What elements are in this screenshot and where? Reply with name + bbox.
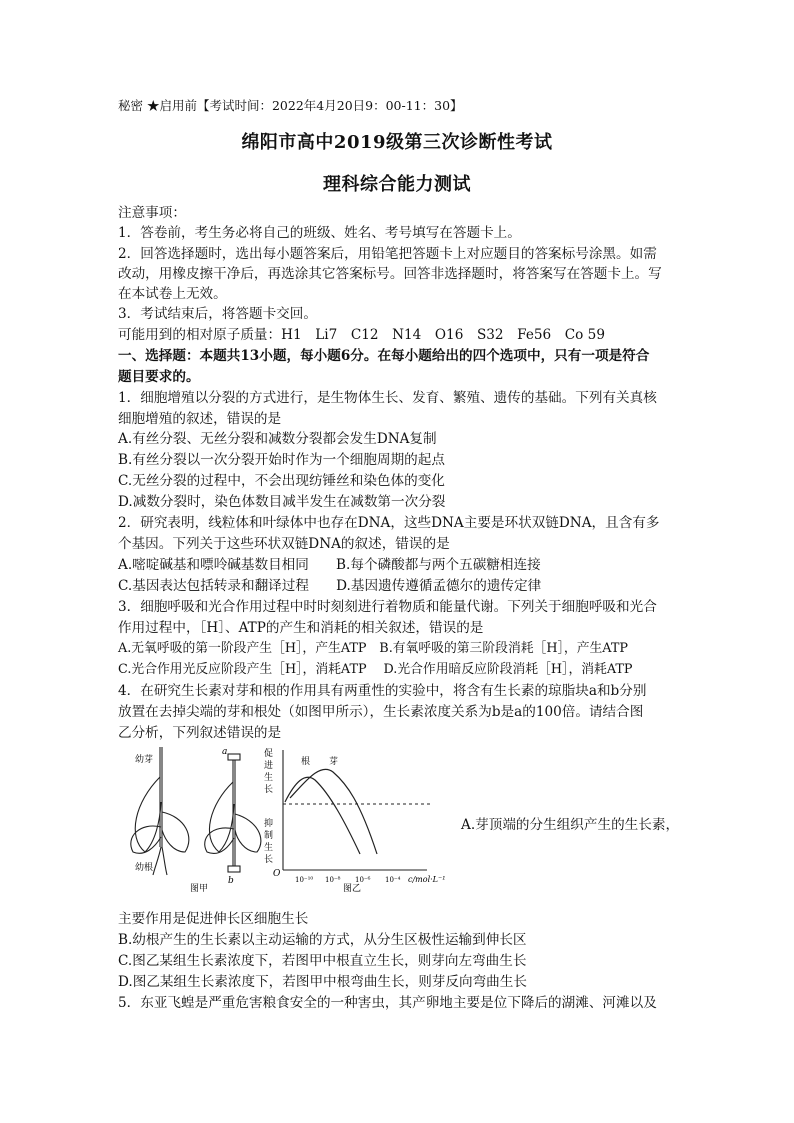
jia-root-label: 幼根: [135, 863, 154, 873]
q1-stem-line-2: 细胞增殖的叙述，错误的是: [118, 411, 282, 427]
figure-yi-axes: [283, 750, 430, 870]
jia-caption: 图甲: [190, 884, 209, 892]
q3-stem-line-1: 3．细胞呼吸和光合作用过程中时时刻刻进行着物质和能量代谢。下列关于细胞呼吸和光合: [118, 599, 657, 615]
svg-text:长: 长: [264, 855, 274, 865]
figure-yi-ylabel-bottom: [264, 817, 273, 865]
q1-option-d: D.减数分裂时，染色体数目减半发生在减数第一次分裂: [118, 494, 446, 510]
q1-stem-line-1: 1．细胞增殖以分裂的方式进行，是生物体生长、发育、繁殖、遗传的基础。下列有关真核: [118, 390, 657, 406]
q4-stem-line-2: 放置在去掉尖端的芽和根处（如图甲所示），生长素浓度关系为b是a的100倍。请结合图: [118, 704, 644, 720]
svg-text:进: 进: [264, 761, 274, 771]
atomic-masses: 可能用到的相对原子质量：H1 Li7 C12 N14 O16 S32 Fe56 Co 59: [118, 327, 605, 343]
note-item-2-line-3: 在本试卷上无效。: [118, 286, 227, 302]
xtick-2: 10⁻⁸: [325, 876, 341, 884]
q4-option-a-line-1: A.芽顶端的分生组织产生的生长素，: [461, 817, 680, 833]
q4-figure: [115, 742, 455, 892]
svg-text:长: 长: [264, 785, 274, 795]
note-item-3: 3．考试结束后，将答题卡交回。: [118, 306, 317, 322]
xtick-1: 10⁻¹⁰: [295, 876, 314, 884]
figure-jia-plant-left: [131, 747, 189, 875]
q4-option-a-line-2: 主要作用是促进伸长区细胞生长: [118, 911, 309, 927]
q1-option-c: C.无丝分裂的过程中，不会出现纺锤丝和染色体的变化: [118, 473, 445, 489]
xtick-4: 10⁻⁴: [385, 876, 401, 884]
q4-figure-svg: [115, 742, 455, 892]
jia-a-label: a: [222, 747, 228, 757]
q4-option-d: D.图乙某组生长素浓度下，若图甲中根弯曲生长，则芽反向弯曲生长: [118, 974, 527, 990]
curve-bud-label: 芽: [329, 757, 339, 767]
yi-caption: 图乙: [343, 884, 362, 892]
svg-text:促: 促: [264, 749, 274, 759]
svg-text:抑: 抑: [264, 819, 274, 829]
note-item-2-line-1: 2．回答选择题时，选出每小题答案后，用铅笔把答题卡上对应题目的答案标号涂黑。如需: [118, 246, 657, 262]
note-item-1: 1．答卷前，考生务必将自己的班级、姓名、考号填写在答题卡上。: [118, 225, 521, 241]
note-item-2-line-2: 改动，用橡皮擦干净后，再选涂其它答案标号。回答非选择题时，将答案写在答题卡上。写: [118, 266, 662, 282]
q3-options-cd: C.光合作用光反应阶段产生［H］，消耗ATP D.光合作用暗反应阶段消耗［H］，消耗ATP: [118, 662, 633, 677]
q4-stem-line-3: 乙分析，下列叙述错误的是: [118, 725, 282, 741]
curve-bud: [290, 769, 377, 854]
q2-options-cd: C.基因表达包括转录和翻译过程 D.基因遗传遵循孟德尔的遗传定律: [118, 578, 542, 594]
x-unit: c/mol·L⁻¹: [408, 875, 446, 884]
curve-root-label: 根: [301, 757, 311, 767]
svg-text:生: 生: [264, 843, 274, 853]
q1-option-b: B.有丝分裂以一次分裂开始时作为一个细胞周期的起点: [118, 452, 445, 468]
q3-options-ab: A.无氧呼吸的第一阶段产生［H］，产生ATP B.有氧呼吸的第三阶段消耗［H］，产生ATP: [118, 641, 628, 656]
xtick-3: 10⁻⁶: [355, 876, 371, 884]
figure-yi-ylabel-top: [264, 748, 273, 795]
svg-text:生: 生: [264, 773, 274, 783]
q5-stem-line-1: 5．东亚飞蝗是严重危害粮食安全的一种害虫，其产卵地主要是位下降后的湖滩、河滩以及: [118, 995, 657, 1011]
notes-heading: 注意事项：: [118, 205, 186, 221]
q3-stem-line-2: 作用过程中，［H］、ATP的产生和消耗的相关叙述，错误的是: [118, 620, 484, 636]
figure-jia-plant-right: [205, 754, 261, 872]
yi-origin: O: [273, 869, 281, 879]
svg-text:制: 制: [264, 831, 274, 841]
q4-option-c: C.图乙某组生长素浓度下，若图甲中根直立生长，则芽向左弯曲生长: [118, 953, 527, 969]
q4-option-b: B.幼根产生的生长素以主动运输的方式，从分生区极性运输到伸长区: [118, 932, 527, 948]
q2-stem-line-2: 个基因。下列关于这些环状双链DNA的叙述，错误的是: [118, 536, 450, 552]
section-heading-line-1: 一、选择题：本题共13小题，每小题6分。在每小题给出的四个选项中，只有一项是符合: [118, 348, 650, 364]
jia-bud-label: 幼芽: [135, 755, 154, 765]
exam-subtitle: 理科综合能力测试: [323, 174, 471, 195]
q1-option-a: A.有丝分裂、无丝分裂和减数分裂都会发生DNA复制: [118, 431, 437, 447]
section-heading-line-2: 题目要求的。: [118, 369, 200, 385]
q4-stem-line-1: 4．在研究生长素对芽和根的作用具有两重性的实验中，将含有生长素的琼脂块a和b分别: [118, 683, 647, 699]
q2-options-ab: A.嘧啶碱基和嘌呤碱基数目相同 B.每个磷酸都与两个五碳糖相连接: [118, 557, 541, 573]
secret-line: 秘密 ★启用前【考试时间：2022年4月20日9：00-11：30】: [118, 98, 463, 113]
q2-stem-line-1: 2．研究表明，线粒体和叶绿体中也存在DNA，这些DNA主要是环状双链DNA，且含有多: [118, 515, 660, 531]
jia-b-label: b: [228, 876, 234, 886]
exam-title: 绵阳市高中2019级第三次诊断性考试: [241, 132, 553, 153]
